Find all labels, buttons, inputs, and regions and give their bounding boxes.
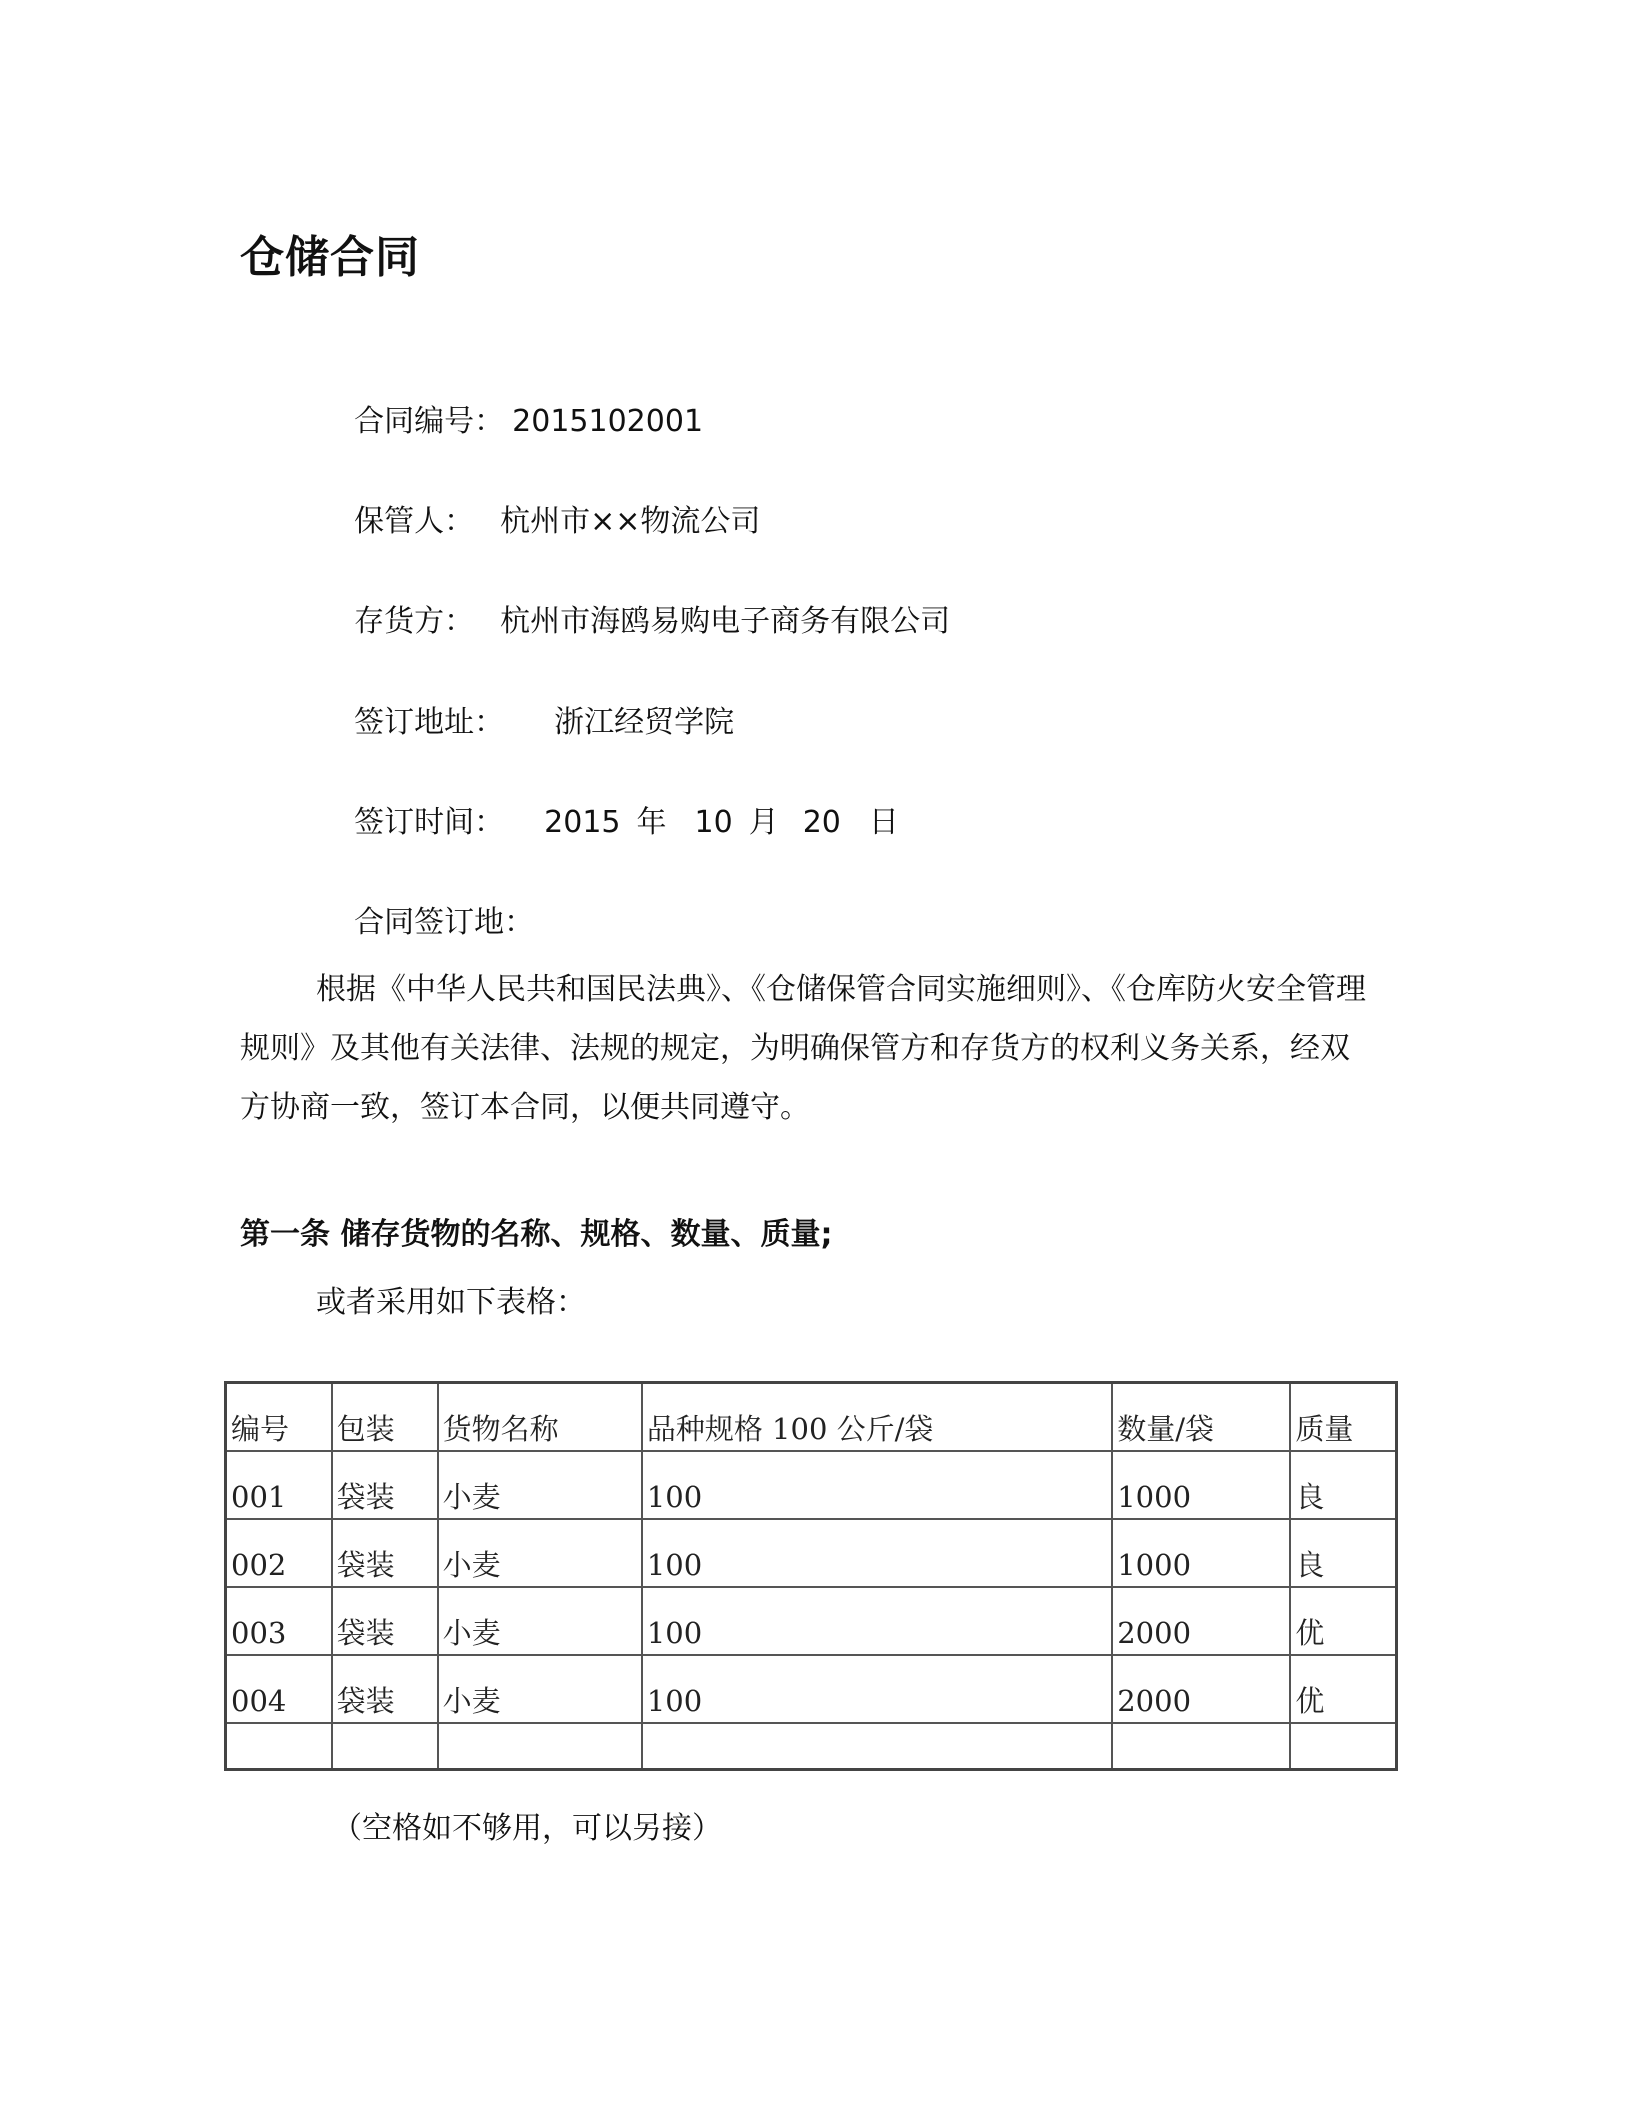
table-cell — [332, 1723, 438, 1770]
preamble-paragraph: 根据《中华人民共和国民法典》、《仓储保管合同实施细则》、《仓库防火安全管理规则》及其他有关法律、法规的规定，为明确保管方和存货方的权利义务关系，经双方协商一致，签订本合同，以便共同遵守。 — [240, 972, 1366, 1125]
day-unit: 日 — [868, 805, 899, 840]
table-cell: 小麦 — [438, 1655, 642, 1723]
table-cell: 100 — [642, 1587, 1112, 1655]
table-cell: 优 — [1290, 1655, 1396, 1723]
depositor-label: 存货方： — [354, 604, 475, 639]
table-row — [226, 1451, 1397, 1519]
table-cell: 1000 — [1112, 1451, 1290, 1519]
custodian-label: 保管人： — [354, 504, 475, 539]
table-cell: 小麦 — [438, 1587, 642, 1655]
depositor-value: 杭州市海鸥易购电子商务有限公司 — [500, 604, 951, 639]
table-cell: 良 — [1290, 1519, 1396, 1587]
contract-number-label: 合同编号： — [354, 404, 505, 439]
table-cell: 袋装 — [332, 1587, 438, 1655]
table-cell: 100 — [642, 1655, 1112, 1723]
table-cell: 003 — [226, 1587, 332, 1655]
table-cell: 2000 — [1112, 1655, 1290, 1723]
custodian-value: 杭州市××物流公司 — [500, 504, 761, 539]
month-unit: 月 — [748, 805, 779, 840]
header-cell-quantity: 数量/袋 — [1112, 1383, 1290, 1452]
table-cell: 优 — [1290, 1587, 1396, 1655]
header-cell-quality: 质量 — [1290, 1383, 1396, 1452]
table-row — [226, 1587, 1397, 1655]
table-cell — [1290, 1723, 1396, 1770]
sign-address-label: 签订地址： — [354, 705, 505, 740]
header-cell-goods-name: 货物名称 — [438, 1383, 642, 1452]
table-cell: 袋装 — [332, 1655, 438, 1723]
header-cell-spec: 品种规格 100 公斤/袋 — [642, 1383, 1112, 1452]
table-cell: 袋装 — [332, 1519, 438, 1587]
contract-number-value: 2015102001 — [512, 404, 704, 439]
sign-month: 10 — [694, 805, 733, 840]
table-row — [226, 1519, 1397, 1587]
table-cell — [438, 1723, 642, 1770]
table-cell: 002 — [226, 1519, 332, 1587]
document-title: 仓储合同 — [240, 232, 420, 283]
table-cell: 001 — [226, 1451, 332, 1519]
header-cell-id: 编号 — [226, 1383, 332, 1452]
table-cell: 100 — [642, 1451, 1112, 1519]
sign-time-label: 签订时间： — [354, 805, 505, 840]
sign-place-label: 合同签订地： — [354, 905, 535, 940]
table-cell: 2000 — [1112, 1587, 1290, 1655]
table-cell: 良 — [1290, 1451, 1396, 1519]
table-cell — [642, 1723, 1112, 1770]
sign-address-value: 浙江经贸学院 — [554, 705, 735, 740]
sign-day: 20 — [802, 805, 841, 840]
table-note: （空格如不够用，可以另接） — [332, 1811, 722, 1846]
table-cell: 004 — [226, 1655, 332, 1723]
sign-year: 2015 — [544, 805, 621, 840]
table-intro-text: 或者采用如下表格： — [316, 1285, 586, 1320]
table-header-row — [226, 1383, 1397, 1452]
goods-table — [224, 1381, 1398, 1771]
year-unit: 年 — [636, 805, 667, 840]
article-1-heading: 第一条 储存货物的名称、规格、数量、质量; — [240, 1217, 833, 1252]
table-row — [226, 1655, 1397, 1723]
table-cell: 小麦 — [438, 1451, 642, 1519]
table-cell — [226, 1723, 332, 1770]
header-cell-packaging: 包装 — [332, 1383, 438, 1452]
table-cell: 100 — [642, 1519, 1112, 1587]
table-cell: 袋装 — [332, 1451, 438, 1519]
table-cell: 小麦 — [438, 1519, 642, 1587]
table-cell — [1112, 1723, 1290, 1770]
table-cell: 1000 — [1112, 1519, 1290, 1587]
table-row-empty — [226, 1723, 1397, 1770]
